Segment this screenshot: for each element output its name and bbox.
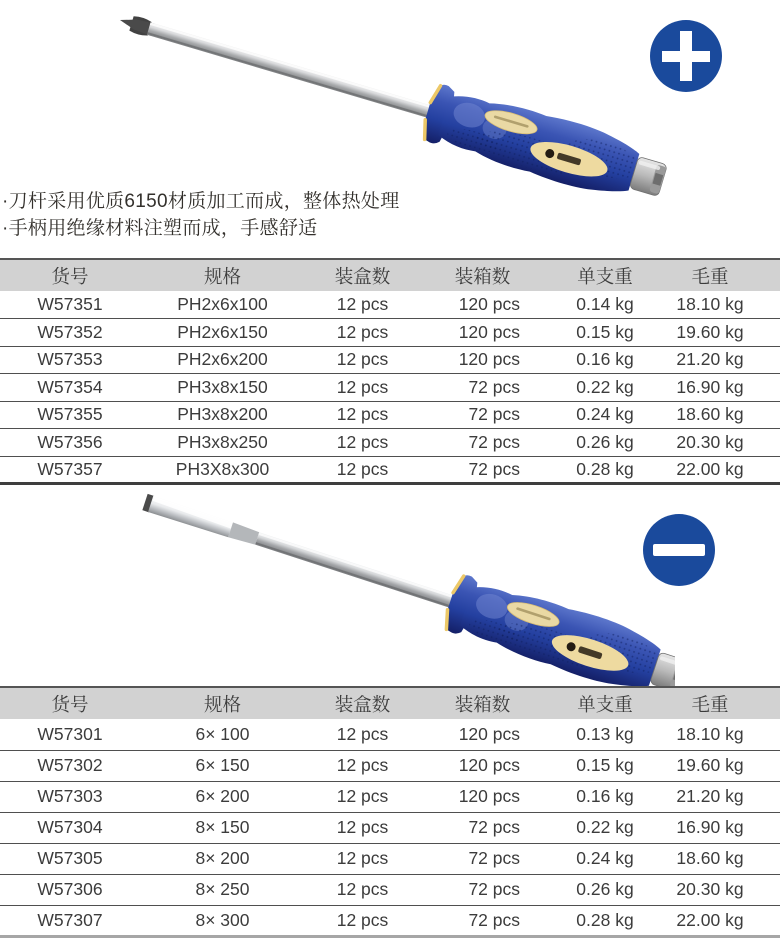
table-cell: 72 pcs: [468, 848, 520, 868]
table-cell: 12 pcs: [336, 431, 389, 452]
table-cell: 72 pcs: [468, 458, 520, 479]
table-cell: 8× 150: [195, 817, 250, 837]
table-cell: 72 pcs: [468, 404, 520, 425]
table-cell: 22.00 kg: [676, 458, 744, 479]
spec-table-phillips: [0, 258, 780, 485]
table-cell: W57302: [37, 755, 103, 775]
table-cell: 12 pcs: [336, 458, 389, 479]
table-cell: W57354: [37, 376, 103, 397]
spec-table-slotted: [0, 686, 780, 938]
slotted-horizontal-bar: [653, 544, 705, 556]
table-row: [0, 374, 780, 402]
column-header-carton-qty: 装箱数: [420, 687, 545, 719]
table-cell: PH3x8x200: [177, 404, 268, 425]
column-header-unit-weight: 单支重: [545, 687, 665, 719]
table-cell: 0.24 kg: [576, 404, 634, 425]
table-cell: 0.22 kg: [576, 376, 634, 397]
table-row: [0, 905, 780, 936]
table-cell: 12 pcs: [336, 848, 389, 868]
column-header-spec: 规格: [140, 259, 305, 291]
feature-line-1: ·刀杆采用优质6150材质加工而成，整体热处理: [2, 191, 400, 212]
table-cell: 19.60 kg: [676, 321, 744, 342]
table-cell: 8× 300: [195, 909, 250, 930]
phillips-cross-icon: [650, 20, 722, 92]
table-cell: 12 pcs: [336, 404, 389, 425]
table-cell: 72 pcs: [468, 376, 520, 397]
table-cell: 12 pcs: [336, 376, 389, 397]
column-header-spec: 规格: [140, 687, 305, 719]
slotted-screwdriver-image: [95, 486, 675, 701]
column-header-item-no: 货号: [0, 259, 140, 291]
table-cell: W57305: [37, 848, 103, 868]
table-cell: PH3x8x150: [177, 376, 268, 397]
table-cell: W57303: [37, 786, 103, 806]
table-cell: 22.00 kg: [676, 909, 744, 930]
table-cell: 0.16 kg: [576, 786, 634, 806]
table-cell: 120 pcs: [458, 321, 520, 342]
table-cell: 6× 200: [195, 786, 250, 806]
table-cell: 0.13 kg: [576, 723, 634, 744]
phillips-screwdriver-image: [88, 2, 668, 217]
table-cell: PH3X8x300: [175, 458, 270, 479]
table-row: [0, 719, 780, 750]
table-cell: 12 pcs: [336, 294, 389, 314]
spec-table-body: [0, 719, 780, 936]
table-row: [0, 401, 780, 429]
table-cell: 0.16 kg: [576, 349, 634, 370]
table-cell: W57357: [37, 458, 103, 479]
table-cell: 12 pcs: [336, 349, 389, 370]
table-row: [0, 874, 780, 905]
table-cell: 8× 200: [195, 848, 250, 868]
table-cell: 0.15 kg: [576, 755, 634, 775]
table-cell: W57352: [37, 321, 103, 342]
table-cell: 18.60 kg: [676, 848, 744, 868]
table-cell: W57306: [37, 879, 103, 899]
table-cell: 18.10 kg: [676, 294, 744, 314]
table-cell: 120 pcs: [458, 786, 520, 806]
table-cell: W57353: [37, 349, 103, 370]
column-header-box-qty: 装盒数: [305, 259, 420, 291]
table-cell: W57307: [37, 909, 103, 930]
table-cell: 120 pcs: [458, 755, 520, 775]
table-cell: 0.28 kg: [576, 458, 634, 479]
table-cell: 6× 100: [195, 723, 250, 744]
table-cell: 16.90 kg: [676, 376, 744, 397]
table-cell: 18.60 kg: [676, 404, 744, 425]
table-cell: 16.90 kg: [676, 817, 744, 837]
feature-line-2: ·手柄用绝缘材料注塑而成，手感舒适: [2, 218, 318, 239]
table-cell: 120 pcs: [458, 723, 520, 744]
table-cell: W57356: [37, 431, 103, 452]
table-cell: 21.20 kg: [676, 349, 744, 370]
table-row: [0, 750, 780, 781]
table-cell: W57351: [37, 294, 103, 314]
table-cell: 20.30 kg: [676, 879, 744, 899]
table-cell: 0.26 kg: [576, 431, 634, 452]
column-header-gross-weight: 毛重: [665, 687, 780, 719]
table-row: [0, 456, 780, 484]
column-header-gross-weight: 毛重: [665, 259, 780, 291]
table-row: [0, 781, 780, 812]
table-cell: W57301: [37, 723, 103, 744]
table-cell: 0.14 kg: [576, 294, 634, 314]
table-cell: W57304: [37, 817, 103, 837]
table-cell: 0.28 kg: [576, 909, 634, 930]
table-cell: PH2x6x200: [177, 349, 268, 370]
table-cell: 0.26 kg: [576, 879, 634, 899]
table-header-row: [0, 687, 780, 719]
slotted-bar-icon: [643, 514, 715, 586]
column-header-carton-qty: 装箱数: [420, 259, 545, 291]
table-row: [0, 319, 780, 347]
table-cell: 19.60 kg: [676, 755, 744, 775]
table-cell: 18.10 kg: [676, 723, 744, 744]
table-cell: 72 pcs: [468, 879, 520, 899]
table-cell: 12 pcs: [336, 817, 389, 837]
column-header-unit-weight: 单支重: [545, 259, 665, 291]
table-cell: W57355: [37, 404, 103, 425]
table-cell: 12 pcs: [336, 723, 389, 744]
table-row: [0, 291, 780, 319]
table-cell: PH3x8x250: [177, 431, 268, 452]
table-cell: 6× 150: [195, 755, 250, 775]
table-cell: 12 pcs: [336, 879, 389, 899]
table-cell: 12 pcs: [336, 909, 389, 930]
phillips-cross-horizontal-bar: [662, 51, 710, 62]
table-cell: 20.30 kg: [676, 431, 744, 452]
table-cell: 12 pcs: [336, 786, 389, 806]
column-header-item-no: 货号: [0, 687, 140, 719]
table-cell: 0.22 kg: [576, 817, 634, 837]
table-row: [0, 429, 780, 457]
spec-table-body: [0, 291, 780, 484]
table-row: [0, 346, 780, 374]
table-cell: 8× 250: [195, 879, 250, 899]
table-cell: 72 pcs: [468, 909, 520, 930]
table-cell: 120 pcs: [458, 294, 520, 314]
column-header-box-qty: 装盒数: [305, 687, 420, 719]
table-cell: 0.15 kg: [576, 321, 634, 342]
table-row: [0, 843, 780, 874]
table-cell: 0.24 kg: [576, 848, 634, 868]
table-cell: 12 pcs: [336, 321, 389, 342]
table-cell: PH2x6x100: [177, 294, 268, 314]
feature-list: [2, 188, 400, 242]
table-cell: PH2x6x150: [177, 321, 268, 342]
table-row: [0, 812, 780, 843]
table-cell: 21.20 kg: [676, 786, 744, 806]
table-header-row: [0, 259, 780, 291]
table-cell: 12 pcs: [336, 755, 389, 775]
table-cell: 120 pcs: [458, 349, 520, 370]
table-cell: 72 pcs: [468, 431, 520, 452]
table-cell: 72 pcs: [468, 817, 520, 837]
